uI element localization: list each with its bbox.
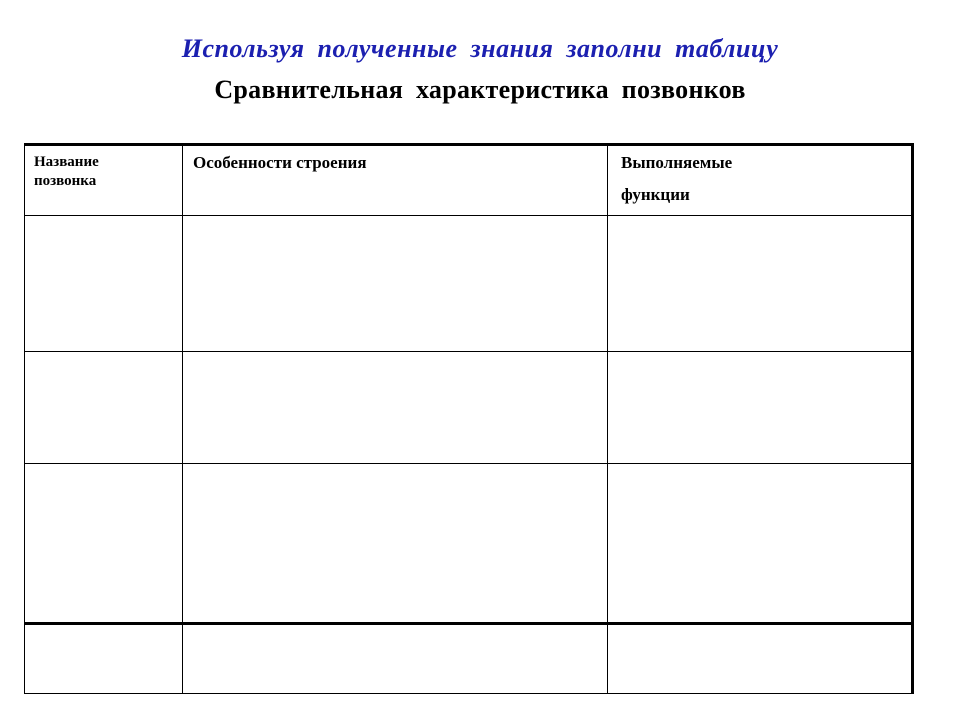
- table-border-bottom: [24, 693, 914, 694]
- table-border-left: [24, 143, 25, 694]
- cell-structure-row-4[interactable]: [184, 626, 606, 692]
- header-vertebra-name: Название позвонка: [34, 154, 99, 189]
- header-structure-features: Особенности строения: [193, 153, 367, 172]
- instruction-title: Используя полученные знания заполни таблицу: [181, 34, 779, 63]
- cell-structure-row-3[interactable]: [184, 465, 606, 621]
- cell-functions-row-4[interactable]: [609, 626, 910, 692]
- column-divider: [607, 143, 608, 694]
- cell-name-row-1[interactable]: [26, 217, 181, 350]
- header-row-divider: [24, 215, 914, 216]
- table-border-right: [911, 143, 914, 694]
- header-functions: Выполняемые функции: [621, 153, 733, 204]
- cell-functions-row-1[interactable]: [609, 217, 910, 350]
- cell-structure-row-2[interactable]: [184, 353, 606, 462]
- table-border-top: [24, 143, 914, 146]
- column-divider: [182, 143, 183, 694]
- cell-functions-row-2[interactable]: [609, 353, 910, 462]
- cell-structure-row-1[interactable]: [184, 217, 606, 350]
- cell-name-row-2[interactable]: [26, 353, 181, 462]
- cell-name-row-4[interactable]: [26, 626, 181, 692]
- row-divider-thick: [24, 622, 914, 625]
- table-heading: Сравнительная характеристика позвонков: [214, 75, 746, 104]
- cell-functions-row-3[interactable]: [609, 465, 910, 621]
- row-divider: [24, 351, 914, 352]
- cell-name-row-3[interactable]: [26, 465, 181, 621]
- row-divider: [24, 463, 914, 464]
